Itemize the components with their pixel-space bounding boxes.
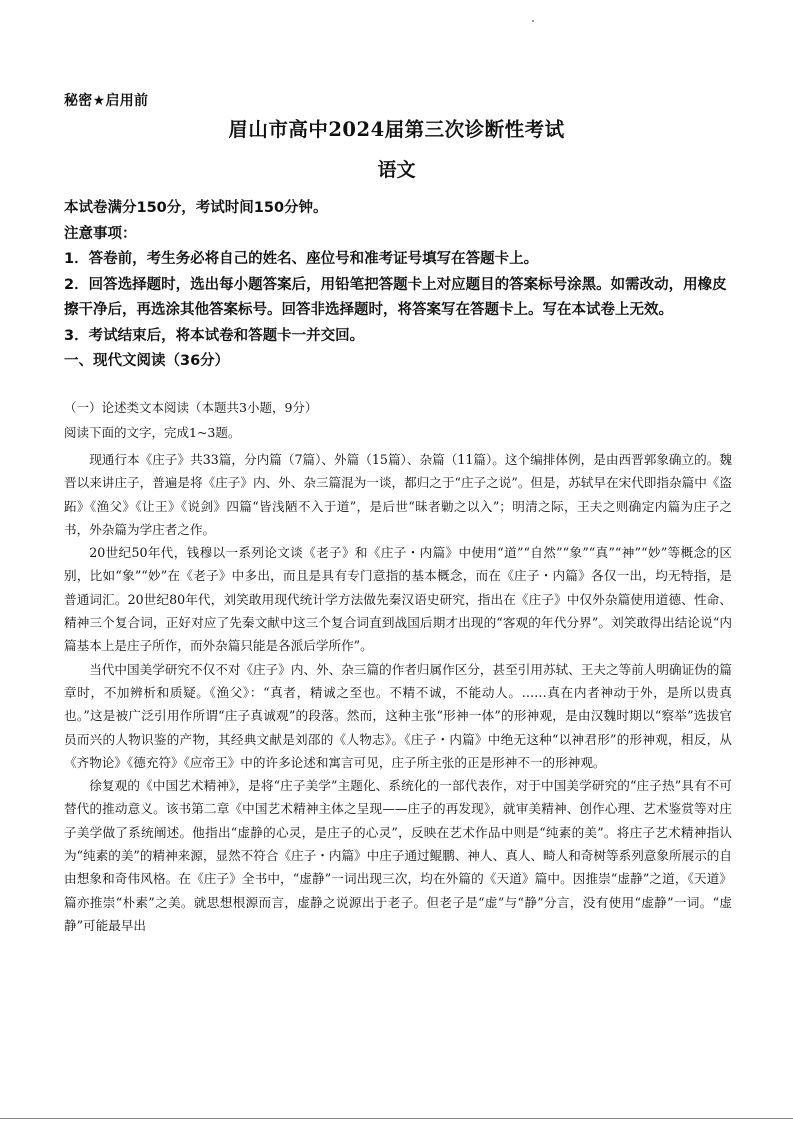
page-bottom-rule bbox=[0, 1118, 793, 1119]
passage bbox=[64, 448, 732, 937]
note-item: 1．答卷前，考生务必将自己的姓名、座位号和准考证号填写在答题卡上。 bbox=[64, 251, 539, 267]
notes-title: 注意事项： bbox=[64, 225, 137, 242]
section-heading: 一、现代文阅读（36分） bbox=[64, 353, 230, 369]
score-time-note: 本试卷满分150分，考试时间150分钟。 bbox=[64, 200, 328, 216]
confidential-mark: 秘密★启用前 bbox=[64, 93, 149, 109]
subject-title: 语文 bbox=[377, 159, 416, 181]
passage-paragraph: 徐复观的《中国艺术精神》，是将“庄子美学”主题化、系统化的一部代表作，对于中国美学研究的“庄子热”具有不可替代的推动意义。该书第二章《中国艺术精神主体之呈现——庄子的再发现》，就审美精神、创作心理、艺术鉴赏等对庄子美学做了系统阐述。他指出“虚静的心灵，是庄子的心灵”，反映在艺术作品中则是“纯素的美”。将庄子艺术精神指认为“纯素的美”的精神来源，显然不符合《庄子・内篇》中庄子通过鲲鹏、神人、真人、畸人和奇树等系列意象所展示的自由想象和奇伟风格。在《庄子》全书中，“虚静”一词出现三次，均在外篇的《天道》篇中。因推崇“虚静”之道，《天道》篇亦推崇“朴素”之美。就思想根源而言，虚静之说源出于老子。但老子是“虚”与“静”分言，没有使用“虚静”一词。“虚静”可能最早出 bbox=[64, 778, 732, 933]
note-item: 2．回答选择题时，选出每小题答案后，用铅笔把答题卡上对应题目的答案标号涂黑。如需改动，用橡皮擦干净后，再选涂其他答案标号。回答非选择题时，将答案写在答题卡上。写在本试卷上无效。 bbox=[64, 276, 727, 318]
exam-title: 眉山市高中2024届第三次诊断性考试 bbox=[228, 118, 565, 141]
instructions bbox=[64, 196, 732, 375]
passage-paragraph: 20世纪50年代，钱穆以一系列论文谈《老子》和《庄子・内篇》中使用“道”“自然”“象”“真”“神”“妙”等概念的区别，比如“象”“妙”在《老子》中多出，而且是具有专门意指的基本概念，而在《庄子・内篇》各仅一出，均无特指，是普通词汇。20世纪80年代，刘笑敢用现代统计学方法做先秦汉语史研究，指出在《庄子》中仅外杂篇使用道德、性命、精神三个复合词，正好对应了先秦文献中这三个复合词直到战国后期才出现的“客观的年代分界”。刘笑敢得出结论说“内篇基本上是庄子所作，而外杂篇只能是各派后学所作”。 bbox=[64, 545, 732, 654]
reading-direction: 阅读下面的文字，完成1~3题。 bbox=[64, 425, 241, 440]
passage-paragraph: 现通行本《庄子》共33篇，分内篇（7篇）、外篇（15篇）、杂篇（11篇）。这个编排体例，是由西晋郭象确立的。魏晋以来讲庄子，普遍是将《庄子》内、外、杂三篇混为一谈，都归之于“庄子之说”。但是，苏轼早在宋代即指杂篇中《盗跖》《渔父》《让王》《说剑》四篇“皆浅陋不入于道”，是后世“昧者勦之以入”；明清之际，王夫之则确定内篇为庄子之书，外杂篇为学庄者之作。 bbox=[64, 452, 732, 537]
scan-dot bbox=[532, 20, 534, 22]
sub-heading: （一）论述类文本阅读（本题共3小题，9分） bbox=[64, 400, 318, 415]
note-item: 3．考试结束后，将本试卷和答题卡一并交回。 bbox=[64, 327, 365, 344]
passage-paragraph: 当代中国美学研究不仅不对《庄子》内、外、杂三篇的作者归属作区分，甚至引用苏轼、王夫之等前人明确证伪的篇章时，不加辨析和质疑。《渔父》：“真者，精诚之至也。不精不诚，不能动人。……真在内者神动于外，是所以贵真也。”这是被广泛引用作所谓“庄子真诚观”的段落。然而，这种主张“形神一体”的形神观，是由汉魏时期以“察举”选拔官员而兴的人物识鉴的产物，其经典文献是刘邵的《人物志》。《庄子・内篇》中绝无这种“以神君形”的形神观，相反，从《齐物论》《德充符》《应帝王》中的许多论述和寓言可见，庄子所主张的正是形神不一的形神观。 bbox=[64, 661, 732, 770]
